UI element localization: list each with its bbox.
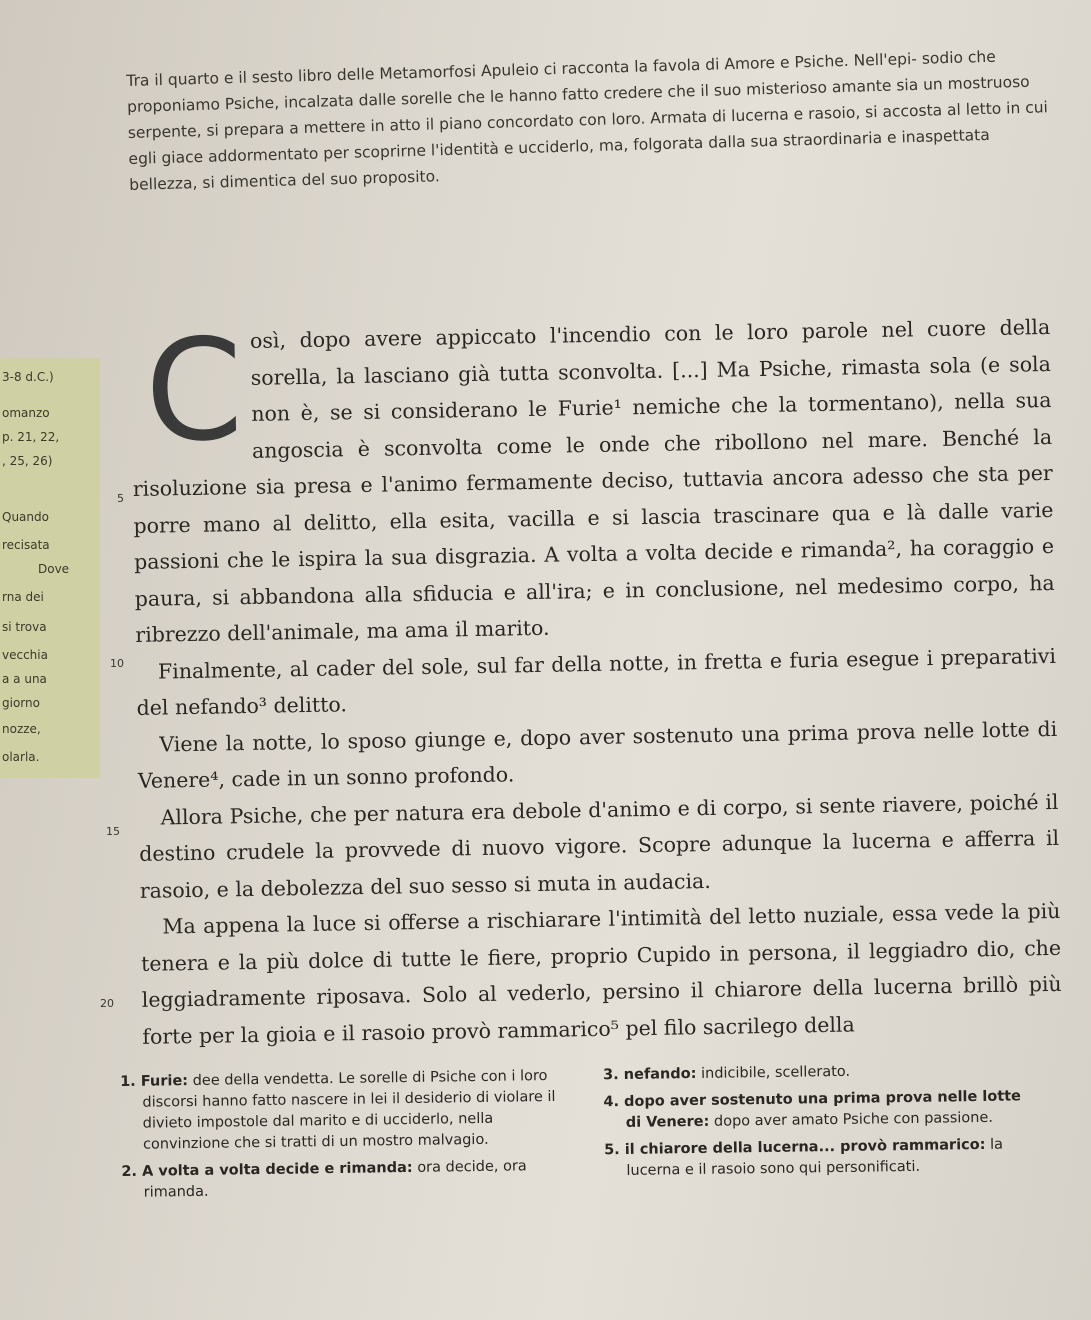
paragraph-5: Ma appena la luce si offerse a rischiarare l'intimità del letto nuziale, essa vede la più tenera e la più dolce di tutte le fiere, proprio Cupido in persona, il leggiadro dio, che leggiadramente riposava. Solo al vederlo, persino il chiarore della lucerna brillò più forte per la gioia e il rasoio provò rammarico⁵ pel filo sacrilego della [140, 898, 1062, 1049]
main-text [130, 309, 1063, 1055]
footnote-5 [604, 1134, 1042, 1182]
footnote-term: 2. A volta a volta decide e rimanda: [121, 1159, 413, 1180]
footnote-1 [120, 1066, 558, 1156]
footnote-text: la lucerna e il rasoio sono qui personificati. [626, 1136, 1004, 1179]
line-number: 5 [117, 492, 124, 505]
sidebar-line: 3-8 d.C.) [2, 370, 54, 384]
paragraph-3: Viene la notte, lo sposo giunge e, dopo aver sostenuto una prima prova nelle lotte di Venere⁴, cade in un sonno profondo. [137, 716, 1058, 793]
line-number: 10 [110, 657, 124, 670]
sidebar-line: nozze, [2, 722, 41, 736]
footnote-text: dee della vendetta. Le sorelle di Psiche con i loro discorsi hanno fatto nascere in lei il desiderio di violare il divieto impostole dal marito e di ucciderlo, nella convinzione che si tratti di un mostro malvagio. [142, 1068, 556, 1153]
sidebar-line: a a una [2, 672, 47, 686]
paragraph-2: Finalmente, al cader del sole, sul far della notte, in fretta e furia esegue i preparativi del nefando³ delitto. [136, 643, 1057, 720]
footnote-text: dopo aver amato Psiche con passione. [713, 1109, 994, 1130]
line-number: 15 [106, 825, 120, 838]
footnote-2 [121, 1156, 559, 1204]
footnotes [120, 1059, 1042, 1210]
intro-text [126, 42, 1059, 198]
sidebar-line: rna dei [2, 590, 44, 604]
sidebar-line: Dove [38, 562, 70, 576]
paragraph-1-text: osì, dopo avere appiccato l'incendio con le loro parole nel cuore della sorella, la lasciano già tutta sconvolta. [...] Ma Psiche, rimasta sola (e sola non è, se si considerano le Furie¹ nemiche che la tormentano), nella sua angoscia è sconvolta come le onde che ribollono nel mare. Benché la risoluzione sia presa e l'animo fermamente deciso, tuttavia ancora adesso che sta per porre mano al delitto, ella esita, vacilla e si lascia trascinare qua e là dalle varie passioni che le ispira la sua disgrazia. A volta a volta decide e rimanda², ha coraggio e paura, si abbandona alla sfiducia e all'ira; e in conclusione, nel medesimo corpo, ha ribrezzo dell'animale, ma ama il marito. [132, 314, 1055, 647]
drop-cap: C [143, 309, 245, 474]
footnote-term: 5. il chiarore della lucerna... provò rammarico: [604, 1136, 986, 1159]
sidebar-line: , 25, 26) [2, 454, 53, 468]
footnote-text: indicibile, scellerato. [700, 1063, 851, 1082]
footnotes-left-column [120, 1066, 559, 1210]
sidebar-line: giorno [2, 696, 40, 710]
sidebar-line: omanzo [2, 406, 50, 420]
intro-paragraph: Tra il quarto e il sesto libro delle Metamorfosi Apuleio ci racconta la favola di Amore e Psiche. Nell'epi- sodio che proponiamo Psiche, incalzata dalle sorelle che le hanno fatto credere che il suo misterioso amante sia un mostruoso serpente, si prepara a mettere in atto il piano concordato con loro. Armata di lucerna e rasoio, si accosta al letto in cui egli giace addormentato per scoprirne l'identità e ucciderlo, ma, folgorata dalla sua straordinaria e inaspettata bellezza, si dimentica del suo proposito. [126, 47, 1049, 194]
sidebar-line: recisata [2, 538, 50, 552]
footnote-4 [603, 1086, 1041, 1134]
sidebar-line: Quando [2, 510, 49, 524]
sidebar-line: olarla. [2, 750, 40, 764]
footnote-3 [603, 1059, 1040, 1086]
sidebar-line: si trova [2, 620, 47, 634]
footnote-text: ora decide, ora rimanda. [143, 1158, 527, 1201]
margin-sidebar [0, 358, 100, 778]
footnote-term: 3. nefando: [602, 1065, 697, 1084]
sidebar-line: p. 21, 22, [2, 430, 60, 444]
footnote-term: 1. Furie: [120, 1073, 189, 1090]
footnote-term: 4. dopo aver sostenuto una prima prova nelle lotte di Venere: [603, 1088, 1022, 1131]
paragraph-4: Allora Psiche, che per natura era debole d'animo e di corpo, si sente riavere, poiché il destino crudele la provvede di nuovo vigore. Scopre adunque la lucerna e afferra il rasoio, e la debolezza del suo sesso si muta in audacia. [139, 789, 1060, 903]
line-number: 20 [100, 997, 114, 1010]
footnotes-right-column [603, 1059, 1042, 1203]
paragraph-1 [130, 309, 1056, 654]
sidebar-line: vecchia [2, 648, 48, 662]
